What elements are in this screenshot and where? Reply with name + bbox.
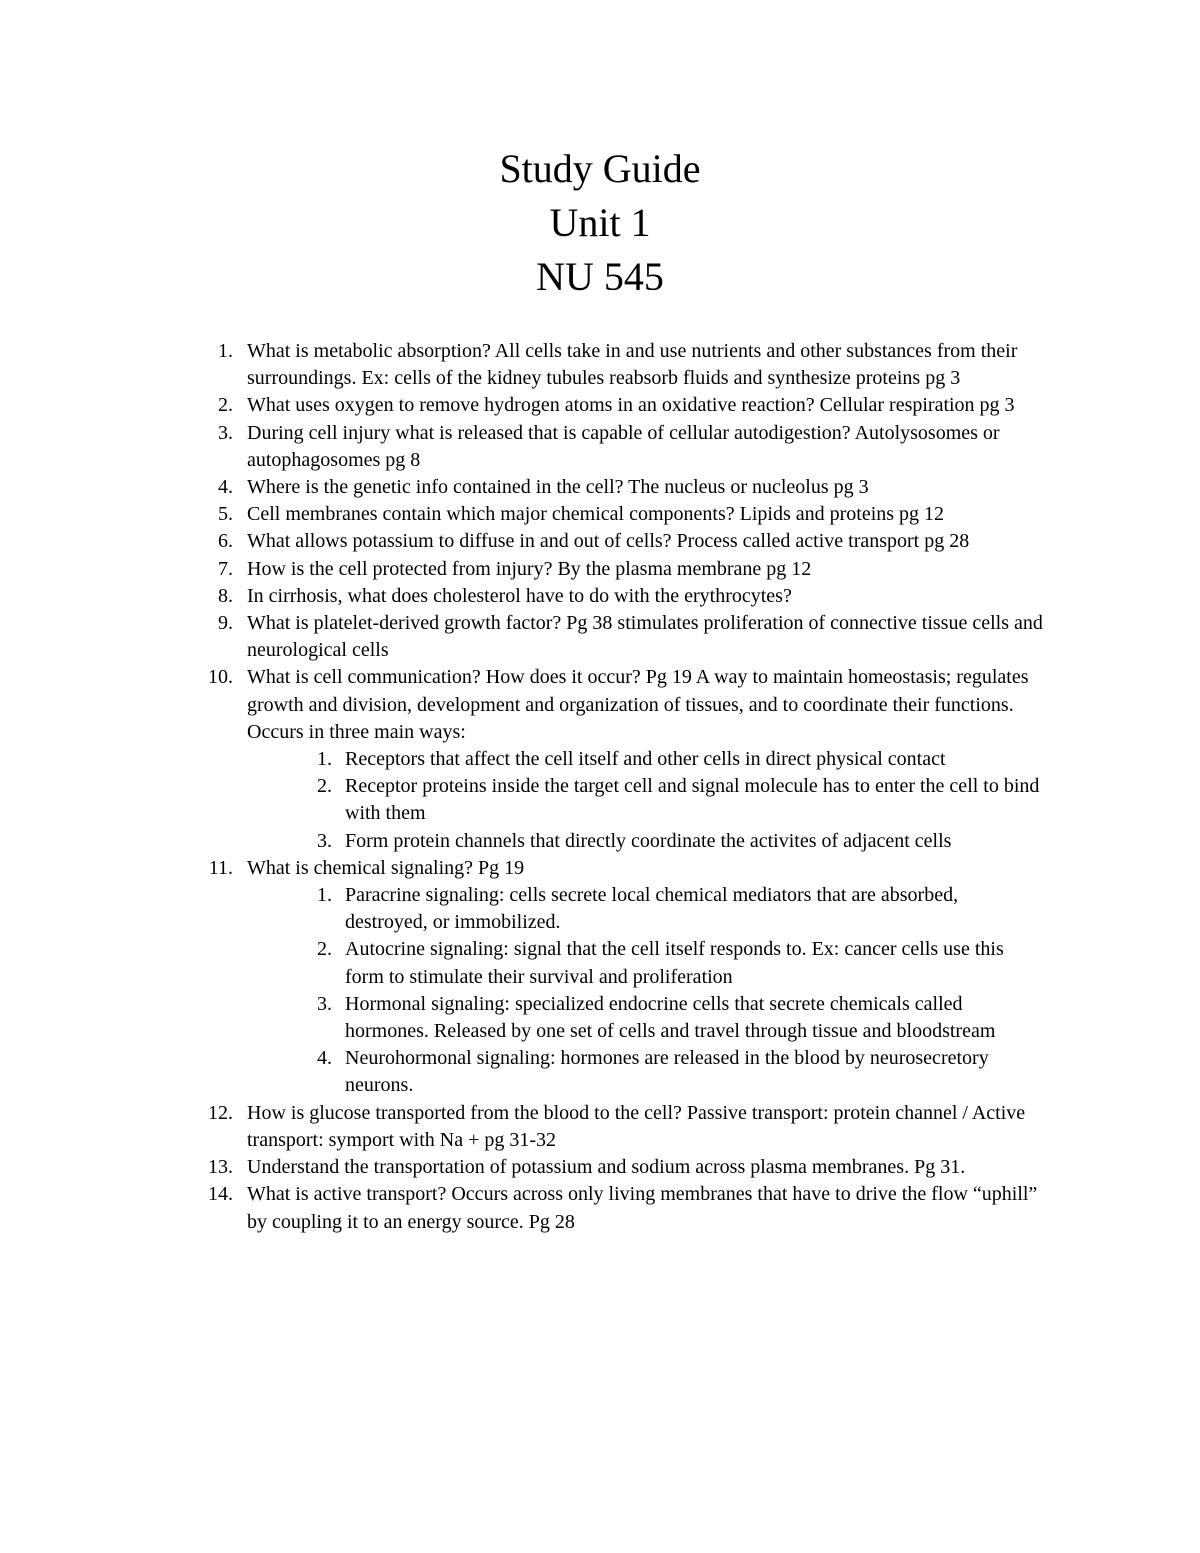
question-number: 4. (218, 476, 233, 499)
sub-item-number: 2. (317, 775, 332, 798)
question-text: How is the cell protected from injury? By the plasma membrane pg 12 (247, 557, 812, 580)
question-item (205, 664, 1045, 854)
question-text: Cell membranes contain which major chemical components? Lipids and proteins pg 12 (247, 503, 945, 526)
question-text: In cirrhosis, what does cholesterol have to do with the erythrocytes? (247, 584, 792, 607)
sub-item-text: Form protein channels that directly coordinate the activites of adjacent cells (345, 829, 952, 852)
subtitle-course: NU 545 (536, 254, 664, 299)
question-item (205, 1100, 1045, 1154)
question-list (205, 338, 1045, 1236)
question-item (205, 474, 1045, 501)
question-number: 9. (218, 612, 233, 635)
question-item (205, 501, 1045, 528)
sub-item-number: 3. (317, 829, 332, 852)
sub-item-text: Neurohormonal signaling: hormones are released in the blood by neurosecretory neurons. (345, 1047, 989, 1097)
sub-item (247, 882, 1045, 936)
question-text: What is chemical signaling? Pg 19 (247, 856, 525, 879)
question-text: What uses oxygen to remove hydrogen atoms in an oxidative reaction? Cellular respiration pg 3 (247, 394, 1015, 417)
sub-item (247, 746, 1045, 773)
question-item (205, 583, 1045, 610)
sub-item-text: Receptor proteins inside the target cell and signal molecule has to enter the cell to bind with them (345, 775, 1040, 825)
question-text: What allows potassium to diffuse in and out of cells? Process called active transport pg 28 (247, 530, 970, 553)
sub-item (247, 1045, 1045, 1099)
question-number: 2. (218, 394, 233, 417)
question-number: 1. (218, 340, 233, 362)
question-text: During cell injury what is released that is capable of cellular autodigestion? Autolysosomes or autophagosomes pg 8 (247, 421, 1000, 471)
sub-item-number: 1. (317, 884, 332, 907)
question-text: What is active transport? Occurs across only living membranes that have to drive the flow “uphill” by coupling it to an energy source. Pg 28 (247, 1183, 1038, 1233)
question-text: How is glucose transported from the blood to the cell? Passive transport: protein channel / Active transport: symport with Na + pg 31-32 (247, 1101, 1026, 1151)
question-item (205, 556, 1045, 583)
question-number: 6. (218, 530, 233, 553)
sub-item-text: Autocrine signaling: signal that the cell itself responds to. Ex: cancer cells use this form to stimulate their survival and proliferation (345, 938, 1004, 988)
question-item (205, 610, 1045, 664)
question-number: 14. (208, 1183, 233, 1206)
sub-item (247, 828, 1045, 855)
sub-item-number: 3. (317, 992, 332, 1015)
sub-item-text: Hormonal signaling: specialized endocrine cells that secrete chemicals called hormones. Released by one set of cells and travel through tissue and bloodstream (345, 992, 996, 1043)
sub-item-number: 2. (317, 938, 332, 961)
question-item (205, 1181, 1045, 1235)
sub-item (247, 773, 1045, 827)
sub-item (247, 991, 1045, 1045)
subtitle-unit: Unit 1 (549, 200, 651, 245)
sub-list (247, 746, 1045, 855)
question-number: 8. (218, 584, 233, 607)
sub-item (247, 936, 1045, 990)
sub-item-text: Paracrine signaling: cells secrete local chemical mediators that are absorbed, destroyed, or immobilized. (345, 884, 959, 934)
question-item (205, 338, 1045, 392)
question-item (205, 392, 1045, 419)
sub-list (247, 882, 1045, 1100)
question-text: What is metabolic absorption? All cells take in and use nutrients and other substances from their surroundings. Ex: cells of the kidney tubules reabsorb fluids and synthesize proteins pg 3 (247, 340, 1018, 390)
document-title (0, 142, 1200, 304)
question-item (205, 528, 1045, 555)
sub-item-number: 4. (317, 1047, 332, 1070)
sub-item-number: 1. (317, 748, 332, 771)
sub-item-text: Receptors that affect the cell itself and other cells in direct physical contact (345, 748, 946, 771)
question-number: 13. (208, 1156, 233, 1179)
question-text: Where is the genetic info contained in the cell? The nucleus or nucleolus pg 3 (247, 476, 869, 499)
question-number: 5. (218, 503, 233, 526)
question-number: 12. (208, 1101, 233, 1124)
question-number: 10. (208, 666, 233, 689)
question-text: Understand the transportation of potassium and sodium across plasma membranes. Pg 31. (247, 1156, 966, 1179)
question-number: 11. (208, 856, 233, 879)
question-text: What is platelet-derived growth factor? Pg 38 stimulates proliferation of connective tissue cells and neurological cells (247, 612, 1043, 662)
question-item (205, 420, 1045, 474)
title-line: Study Guide (499, 146, 701, 191)
question-number: 3. (218, 421, 233, 444)
question-item (205, 855, 1045, 1100)
question-number: 7. (218, 557, 233, 580)
question-item (205, 1154, 1045, 1181)
question-text: What is cell communication? How does it occur? Pg 19 A way to maintain homeostasis; regulates growth and division, development and organization of tissues, and to coordinate their functions. Occurs in three main ways: (247, 666, 1029, 743)
